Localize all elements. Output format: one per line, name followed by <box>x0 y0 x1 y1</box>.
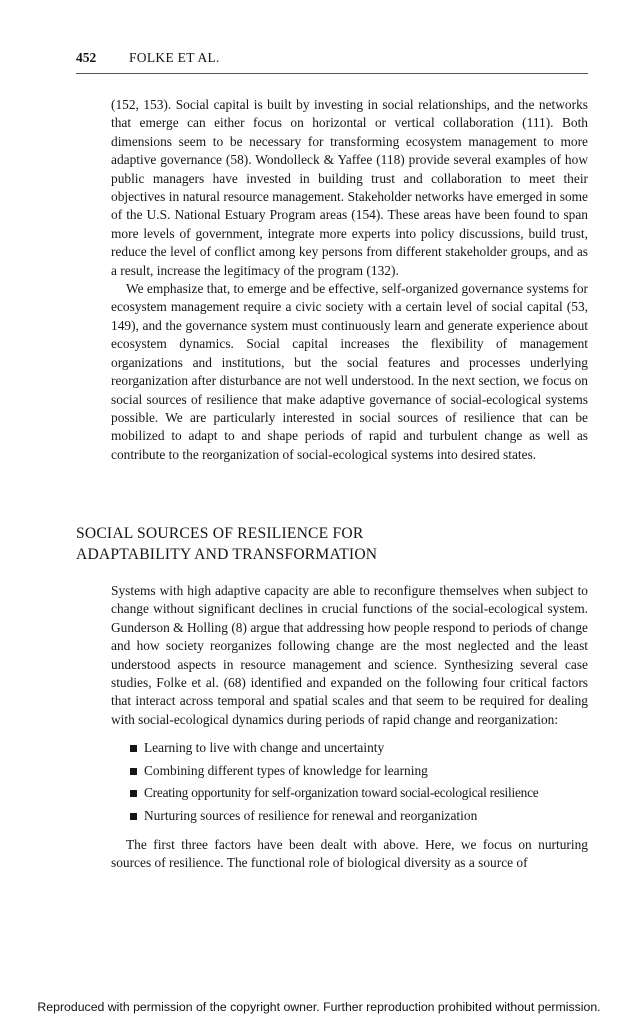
list-item-text: Nurturing sources of resilience for renewal and reorganization <box>144 808 478 824</box>
header-rule <box>76 73 588 74</box>
section-heading <box>76 524 588 565</box>
bullet-list <box>111 737 588 827</box>
square-bullet-icon <box>130 768 137 775</box>
running-head: FOLKE ET AL. <box>129 50 220 65</box>
list-item <box>130 760 588 783</box>
square-bullet-icon <box>130 813 137 820</box>
square-bullet-icon <box>130 745 137 752</box>
list-item-text: Combining different types of knowledge for learning <box>144 762 428 778</box>
square-bullet-icon <box>130 790 137 797</box>
paragraph: (152, 153). Social capital is built by investing in social relationships, and the networks that emerge can either focus on horizontal or vertical collaboration (111). Both dimensions seem to be necessary for transforming ecosystem management to more adaptive governance (58). Wondolleck & Yaffee (118) provide several examples of how public managers have invested in building trust and collaboration to meet their objectives in natural resource management. Stakeholder networks have emerged in some of the U.S. National Estuary Program areas (154). These areas have been found to span more levels of government, integrate more experts into policy discussions, build trust, reduce the level of conflict among key persons from different stakeholder groups, and as a result, increase the legitimacy of the program (132). <box>111 97 588 278</box>
page-number: 452 <box>76 50 97 65</box>
paragraph: The first three factors have been dealt with above. Here, we focus on nurturing sources of resilience. The functional role of biological diversity as a source of <box>111 836 588 871</box>
list-item-text: Learning to live with change and uncertainty <box>144 740 385 756</box>
paragraph: Systems with high adaptive capacity are able to reconfigure themselves when subject to change without significant declines in crucial functions of the social-ecological system. Gunderson & Holling (8) argue that addressing how people respond to periods of change and how society reorganizes following change are the most neglected and the least understood aspects in resource management and science. Synthesizing several case studies, Folke et al. (68) identified and expanded on the following four critical factors that interact across temporal and spatial scales and that seem to be required for dealing with social-ecological dynamics during periods of rapid change and reorganization: <box>111 583 588 727</box>
section-heading-line: SOCIAL SOURCES OF RESILIENCE FOR <box>76 525 364 542</box>
list-item <box>130 805 588 828</box>
body-text <box>111 96 588 464</box>
list-item <box>130 782 588 805</box>
section-body <box>111 582 588 872</box>
section-heading-line: ADAPTABILITY AND TRANSFORMATION <box>76 545 378 563</box>
paragraph: We emphasize that, to emerge and be effective, self-organized governance systems for ecosystem management require a civic society with a certain level of social capital (53, 149), and the governance system must continuously learn and generate experience about ecosystem dynamics. Social capital increases the flexibility of management organizations and institutions, but the social features and processes underlying reorganization after disturbance are not well understood. In the next section, we focus on social sources of resilience that make adaptive governance of social-ecological systems possible. We are particularly interested in social sources of resilience that can be mobilized to adapt to and shape periods of rapid and turbulent change as well as contribute to the reorganization of social-ecological systems into desired states. <box>111 281 588 462</box>
copyright-notice: Reproduced with permission of the copyright owner. Further reproduction prohibited without permission. <box>37 1000 601 1014</box>
list-item-text: Creating opportunity for self-organization toward social-ecological resilience <box>144 785 539 801</box>
page-header <box>76 50 588 72</box>
list-item <box>130 737 588 760</box>
